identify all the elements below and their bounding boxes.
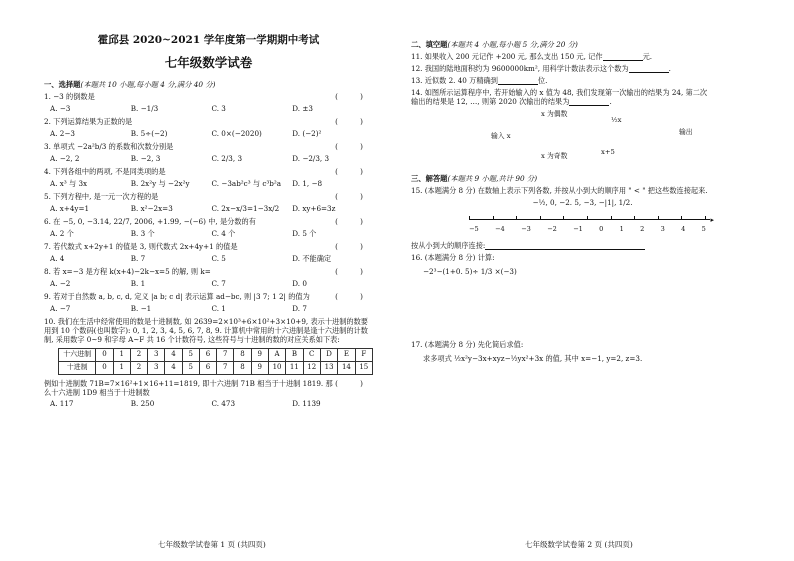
number-line-labels: −5 −4 −3 −2 −1 0 1 2 3 4 5 xyxy=(469,225,706,234)
page-footer-left: 七年级数学试卷第 1 页 (共四页) xyxy=(158,539,266,549)
number-line xyxy=(411,213,754,239)
question-3: 3. 单项式 −2a²b/3 的系数和次数分别是 ( ) xyxy=(44,141,373,151)
flow-even: x 为偶数 xyxy=(541,110,568,119)
question-9-options: A. −7 B. −1 C. 1 D. 7 xyxy=(50,303,307,313)
question-6: 6. 在 −5, 0, −3.14, 22/7, 2006, +1.99, −(−6) 中, 是分数的有 ( ) xyxy=(44,216,373,226)
question-7: 7. 若代数式 x+2y+1 的值是 3, 则代数式 2x+4y+1 的值是 ( ) xyxy=(44,241,373,251)
question-14: 14. 如图所示运算程序中, 若开始输入的 x 值为 48, 我们发现第一次输出的结果为 24, 第二次输出的结果是 12, …, 则第 2020 次输出的结果为 . xyxy=(411,88,708,107)
question-15-order: 按从小到大的顺序连接: xyxy=(411,241,754,251)
question-15-numbers: −½, 0, −2. 5, −3, −|1|, 1/2. xyxy=(532,198,633,208)
table-row: 十进制 0 1 2 3 4 5 6 7 8 9 10 11 12 13 14 15 xyxy=(59,361,373,374)
section-1-heading: 一、选择题(本题共 10 小题,每小题 4 分,满分 40 分) xyxy=(44,79,216,89)
question-10-example: 例如十进制数 71B=7×16²+1×16+11=1819, 即十六进制 71B 相当于十进制 1819. 那么十六进制 1D9 相当于十进制数 ( ) xyxy=(44,378,373,397)
question-3-options: A. −2, 2 B. −2, 3 C. 2/3, 3 D. −2/3, 3 xyxy=(50,153,330,163)
question-7-options: A. 4 B. 7 C. 5 D. 不能确定 xyxy=(50,253,332,263)
hex-conversion-table xyxy=(58,348,373,375)
question-8-options: A. −2 B. 1 C. 7 D. 0 xyxy=(50,278,307,288)
number-line-arrow: ▸ xyxy=(710,216,714,225)
exam-title: 霍邱县 2020~2021 学年度第一学期期中考试 xyxy=(97,34,320,46)
number-line-tickmarks xyxy=(469,216,706,220)
section-3-heading: 三、解答题(本题共 9 小题,共计 90 分) xyxy=(411,174,538,184)
question-10: 10. 我们在生活中经常使用的数是十进制数, 如 2639=2×10³+6×10²+3×10+9, 表示十进制的数要用到 10 个数码(也叫数字): 0, 1, 2, 3, 4, 5, 6, 7, 8, 9. 计算机中常用的十六进制是逢十六进制的计数制, 采用数字 0~9 和字母 A~F 共 16 个计数符号, 这些符号与十进制的数的对应关系如下表: xyxy=(44,316,368,344)
section-2-heading: 二、填空题(本题共 4 小题,每小题 5 分,满分 20 分) xyxy=(411,40,578,49)
question-13: 13. 近似数 2. 40 万精确到 位. xyxy=(411,76,548,86)
exam-subtitle: 七年级数学试卷 xyxy=(164,55,253,71)
question-10-options: A. 117 B. 250 C. 473 D. 1139 xyxy=(50,398,321,408)
page-footer-right: 七年级数学试卷第 2 页 (共四页) xyxy=(525,539,633,549)
question-6-options: A. 2 个 B. 3 个 C. 4 个 D. 5 个 xyxy=(50,228,317,238)
question-4: 4. 下列各组中的两项, 不是同类项的是 ( ) xyxy=(44,166,373,176)
page-2 xyxy=(397,0,794,561)
question-5-options: A. x+4y=1 B. x²−2x=3 C. 2x−x/3=1−3x/2 D. xy+6=3z xyxy=(50,203,336,213)
question-12: 12. 我国的陆地面积约为 9600000km², 用科学计数法表示这个数为 . xyxy=(411,64,671,74)
table-row: 十六进制 0 1 2 3 4 5 6 7 8 9 A B C D E F xyxy=(59,348,373,361)
question-17-formula: 求多项式 ½x²y−3x+xyz−½yx²+3x 的值, 其中 x=−1, y=2, z=3. xyxy=(423,354,643,364)
flow-input: 输入 x xyxy=(491,132,511,141)
question-9: 9. 若对于自然数 a, b, c, d, 定义 |a b; c d| 表示运算 ad−bc, 则 |3 7; 1 2| 的值为 ( ) xyxy=(44,291,373,301)
question-5: 5. 下列方程中, 是一元一次方程的是 ( ) xyxy=(44,191,373,201)
question-16: 16. (本题满分 8 分) 计算: xyxy=(411,253,495,263)
question-2-options: A. 2−3 B. 5÷(−2) C. 0×(−2020) D. (−2)² xyxy=(50,128,322,138)
question-1-options: A. −3 B. −1/3 C. 3 D. ±3 xyxy=(50,103,313,113)
question-4-options: A. x³ 与 3x B. 2x²y 与 −2x²y C. −3ab²c³ 与 c³b²a D. 1, −8 xyxy=(50,178,323,188)
question-1: 1. −3 的倒数是 ( ) xyxy=(44,91,373,101)
program-flowchart xyxy=(431,110,754,170)
question-8: 8. 若 x=−3 是方程 k(x+4)−2k−x=5 的解, 则 k= ( ) xyxy=(44,266,373,276)
question-16-formula: −2³−(1+0. 5)÷ 1/3 ×(−3) xyxy=(423,267,517,277)
question-17: 17. (本题满分 8 分) 先化简后求值: xyxy=(411,340,524,350)
flow-output: 输出 xyxy=(679,128,693,137)
question-15: 15. (本题满分 8 分) 在数轴上表示下列各数, 并按从小到大的顺序用 " < " 把这些数连接起来. xyxy=(411,186,708,196)
flow-half: ½x xyxy=(611,116,622,125)
question-2: 2. 下列运算结果为正数的是 ( ) xyxy=(44,116,373,126)
flow-odd: x 为奇数 xyxy=(541,152,568,161)
flow-plus5: x+5 xyxy=(601,148,615,157)
question-11: 11. 如果收入 200 元记作 +200 元, 那么支出 150 元, 记作 元. xyxy=(411,52,653,62)
